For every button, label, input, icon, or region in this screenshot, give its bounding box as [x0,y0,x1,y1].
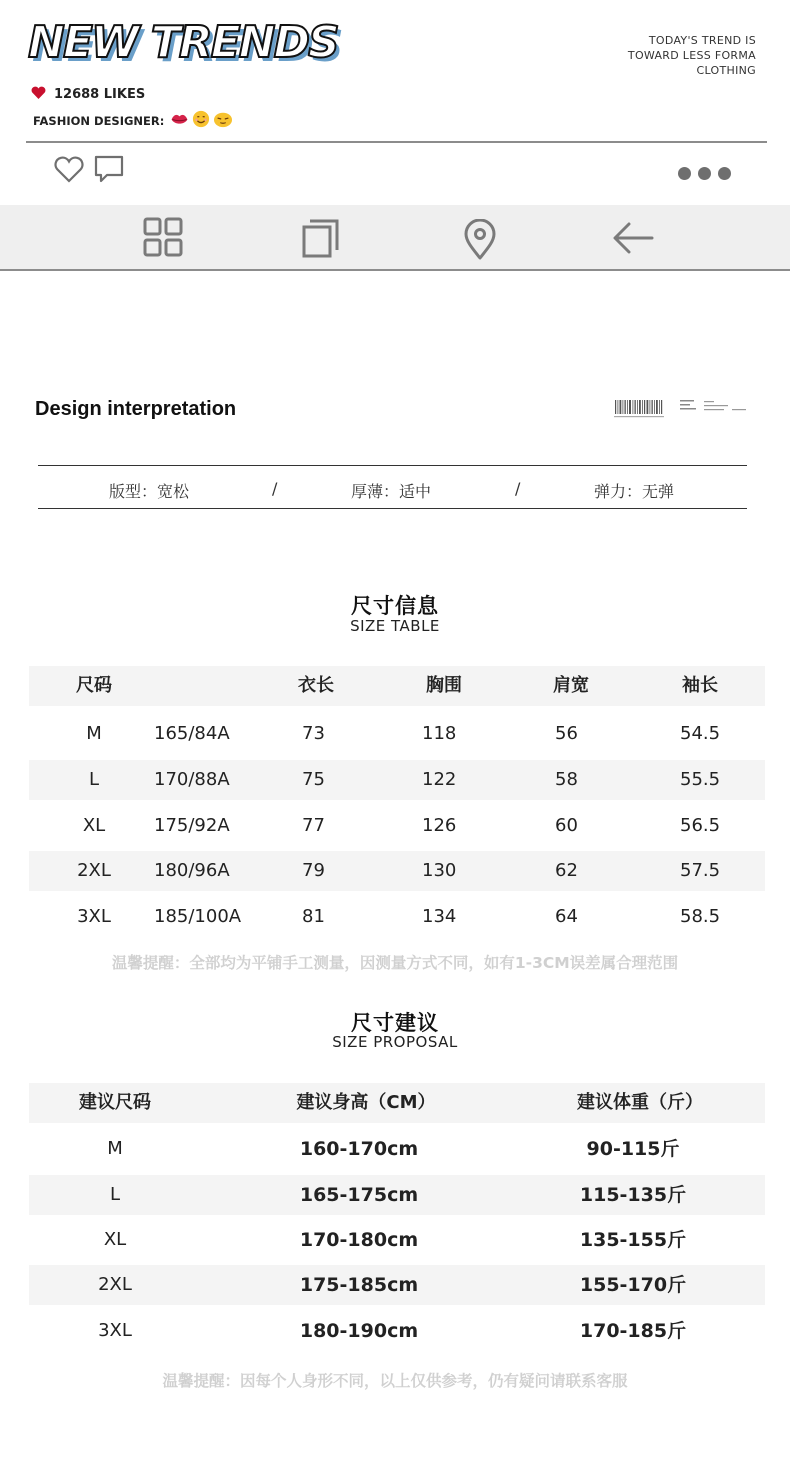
cell-height: 170-180cm [299,1229,419,1251]
cell-height: 160-170cm [299,1138,419,1160]
comment-icon[interactable] [94,155,124,187]
table-row [29,851,765,891]
cell-sleeve: 55.5 [680,769,721,790]
dot [678,167,691,180]
tagline-line-1: TODAY'S TREND IS [648,34,756,47]
cell-weight: 155-170斤 [579,1274,687,1296]
cell-weight: 135-155斤 [579,1229,687,1251]
cell-chest: 130 [422,860,457,881]
cell-size: 2XL [77,860,111,881]
attr-elasticity: 弹力：无弹 [594,482,675,501]
designer-label: FASHION DESIGNER: [33,113,165,128]
cell-chest: 134 [422,906,457,927]
cell-shoulder: 62 [555,860,578,881]
table-row [29,1175,765,1215]
cell-height: 180-190cm [299,1320,419,1342]
size-table-note: 温馨提醒：全部均为平铺手工测量，因测量方式不同，如有1-3CM误差属合理范围 [111,954,679,972]
cell-sleeve: 57.5 [680,860,721,881]
nav-bar [0,205,790,271]
cell-shoulder: 64 [555,906,578,927]
tagline-line-2: TOWARD LESS FORMA [627,49,756,62]
cell-spec: 165/84A [154,723,230,744]
location-pin-icon[interactable] [463,219,497,265]
designer-emojis [170,110,233,131]
size-proposal-title-cn: 尺寸建议 [351,1011,439,1035]
cell-length: 77 [302,815,325,836]
cell-size: M [107,1138,123,1159]
table-row [29,1265,765,1305]
cell-spec: 180/96A [154,860,230,881]
lips-emoji-icon [170,111,189,131]
copy-icon[interactable] [301,217,341,263]
header-cell: 建议尺码 [79,1092,151,1113]
table-header-row [29,666,765,706]
attr-fit: 版型：宽松 [109,482,190,501]
design-title: Design interpretation [35,398,237,420]
header-cell: 衣长 [298,675,334,696]
dot [718,167,731,180]
attr-thickness: 厚薄：适中 [351,482,432,501]
cell-size: 3XL [77,906,111,927]
cell-length: 81 [302,906,325,927]
cell-shoulder: 58 [555,769,578,790]
design-attributes [38,465,747,509]
cell-chest: 122 [422,769,457,790]
heart-outline-icon[interactable] [54,155,84,187]
header-divider [26,141,767,143]
table-header-row [29,1083,765,1123]
post-actions [54,155,124,187]
header-cell: 建议身高（CM） [296,1092,436,1113]
table-row [29,760,765,800]
header-cell: 尺码 [76,675,112,696]
likes-text: 12688 LIKES [54,87,146,102]
smile-emoji-icon [192,110,210,131]
cell-sleeve: 58.5 [680,906,721,927]
cell-spec: 170/88A [154,769,230,790]
size-table-title-en: SIZE TABLE [350,617,440,635]
likes-counter [31,86,145,103]
dot [698,167,711,180]
cell-height: 165-175cm [299,1184,419,1206]
cell-size: 3XL [98,1320,132,1341]
cell-weight: 90-115斤 [586,1138,680,1160]
tagline [628,33,756,78]
heart-filled-icon [31,86,46,103]
cell-size: M [86,723,102,744]
tagline-line-3: CLOTHING [696,64,756,77]
brand-title: NEW TRENDS [28,17,338,68]
cell-weight: 170-185斤 [579,1320,687,1342]
size-table-title-cn: 尺寸信息 [351,594,439,618]
more-dots-icon[interactable] [678,167,731,180]
header-cell: 袖长 [682,675,718,696]
cell-spec: 185/100A [154,906,242,927]
size-proposal-title-en: SIZE PROPOSAL [332,1033,458,1051]
cell-height: 175-185cm [299,1274,419,1296]
cell-size: L [88,769,100,790]
cell-weight: 115-135斤 [579,1184,687,1206]
header-cell: 建议体重（斤） [577,1092,703,1113]
table-row [29,897,765,937]
attr-separator: / [515,479,521,498]
cell-chest: 118 [422,723,457,744]
cell-spec: 175/92A [154,815,230,836]
back-arrow-icon[interactable] [612,221,654,259]
cell-sleeve: 56.5 [680,815,721,836]
cell-length: 79 [302,860,325,881]
barcode-logo-icon [612,398,752,420]
cell-length: 75 [302,769,325,790]
table-row [29,1311,765,1351]
attr-separator: / [272,479,278,498]
size-proposal-note: 温馨提醒：因每个人身形不同，以上仅供参考，仍有疑问请联系客服 [162,1372,628,1390]
cell-size: 2XL [98,1274,132,1295]
cell-length: 73 [302,723,325,744]
cell-size: XL [103,1229,127,1250]
table-row [29,806,765,846]
table-row [29,1129,765,1169]
cell-sleeve: 54.5 [680,723,721,744]
cell-chest: 126 [422,815,457,836]
cell-shoulder: 60 [555,815,578,836]
sleepy-emoji-icon [213,110,233,131]
table-row [29,714,765,754]
header-cell: 肩宽 [553,675,589,696]
grid-icon[interactable] [143,217,183,261]
cell-size: L [109,1184,121,1205]
table-row [29,1220,765,1260]
fashion-designer [33,110,233,131]
header-cell: 胸围 [426,675,462,696]
cell-size: XL [82,815,106,836]
cell-shoulder: 56 [555,723,578,744]
